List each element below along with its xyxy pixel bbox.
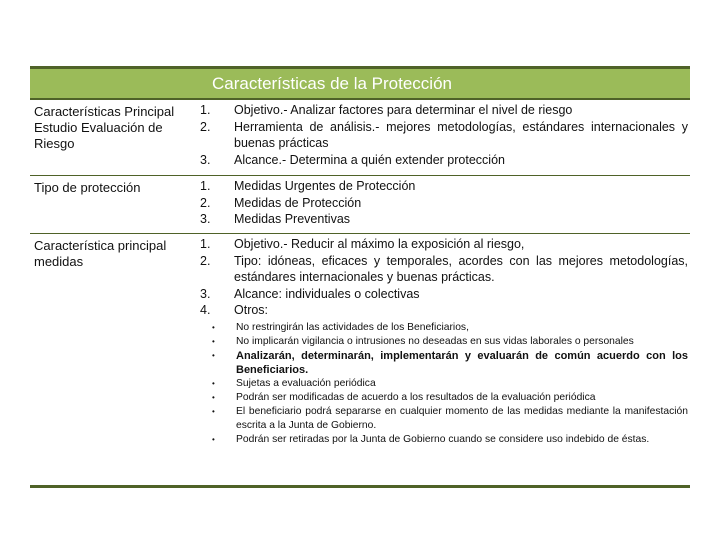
row-label: Tipo de protección <box>34 180 141 195</box>
bullet-icon: • <box>212 434 215 444</box>
row-label: Característica principal medidas <box>34 238 167 269</box>
bullet-icon: • <box>212 336 215 346</box>
table-row <box>30 176 690 234</box>
list-item: 2. Herramienta de análisis.- mejores metodologías, estándares internacionales y buenas prácticas <box>200 119 688 150</box>
row-content <box>200 100 690 175</box>
bullet-item: • Podrán ser modificadas de acuerdo a los resultados de la evaluación periódica <box>200 391 688 405</box>
list-item: 1. Objetivo.- Reducir al máximo la exposición al riesgo, <box>200 237 525 251</box>
bullet-item: • No restringirán las actividades de los Beneficiarios, <box>200 321 688 335</box>
list-item: 3. Alcance: individuales o colectivas <box>200 286 420 301</box>
bullet-icon: • <box>212 350 215 360</box>
bullet-icon: • <box>212 392 215 402</box>
list-item: 2. Tipo: idóneas, eficaces y temporales, acordes con las mejores metodologías, estándares internacionales y buenas prácticas. <box>200 253 688 284</box>
bullet-icon: • <box>212 378 215 388</box>
protection-table <box>30 66 690 488</box>
table-row <box>30 100 690 176</box>
numbered-list <box>200 102 688 168</box>
bullet-list <box>200 321 688 447</box>
numbered-list <box>200 178 688 228</box>
bullet-item: • Sujetas a evaluación periódica <box>200 377 688 391</box>
bullet-item: • Podrán ser retiradas por la Junta de Gobierno cuando se considere uso indebido de éstas. <box>200 433 688 447</box>
table-row <box>30 234 690 488</box>
list-item: 1. Medidas Urgentes de Protección <box>200 179 416 193</box>
list-item: 4. Otros: <box>200 303 269 317</box>
bullet-item: • No implicarán vigilancia o intrusiones no deseadas en sus vidas laborales o personales <box>200 335 688 349</box>
table-title: Características de la Protección <box>212 73 452 93</box>
bullet-item: • El beneficiario podrá separarse en cualquier momento de las medidas mediante la manifestación escrita a la Junta de Gobierno. <box>200 405 688 433</box>
list-item: 2. Medidas de Protección <box>200 195 362 210</box>
table-header <box>30 66 690 100</box>
row-content <box>200 234 690 485</box>
bullet-icon: • <box>212 322 215 332</box>
row-content <box>200 176 690 233</box>
bullet-item: • Analizarán, determinarán, implementarán y evaluarán de común acuerdo con los Beneficiarios. <box>200 349 688 377</box>
list-item: 3. Alcance.- Determina a quién extender protección <box>200 152 505 167</box>
list-item: 1. Objetivo.- Analizar factores para determinar el nivel de riesgo <box>200 103 573 117</box>
bullet-icon: • <box>212 406 215 416</box>
numbered-list <box>200 236 688 319</box>
row-label: Características Principal Estudio Evaluación de Riesgo <box>34 104 175 151</box>
list-item: 3. Medidas Preventivas <box>200 212 351 226</box>
